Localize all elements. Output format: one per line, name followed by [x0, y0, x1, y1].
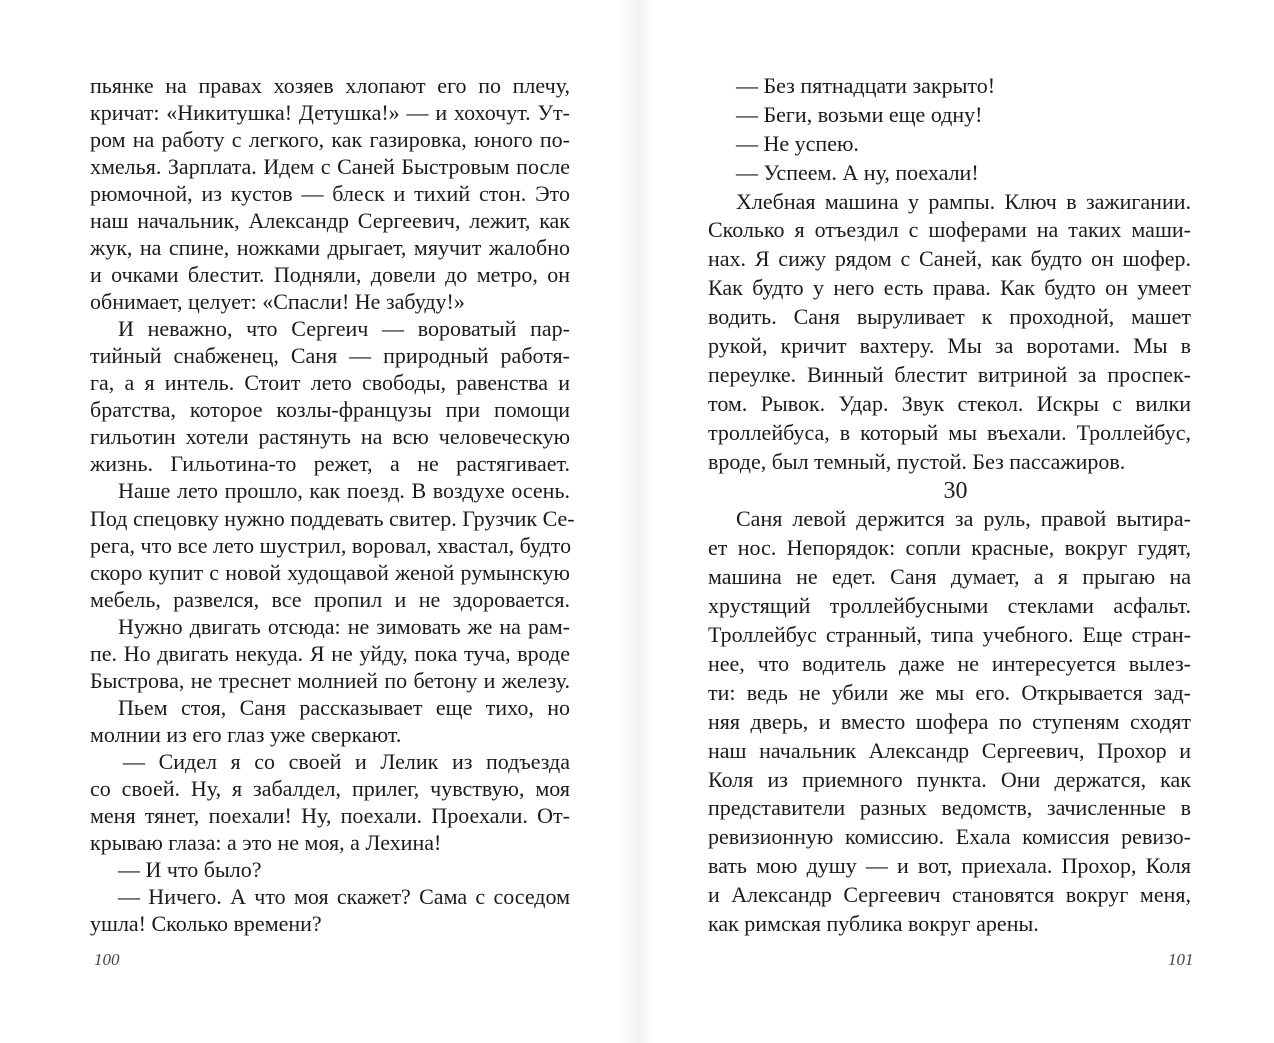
text-line: Коля из приемного пункта. Они держатся, как [708, 766, 1191, 792]
text-line: Быстрова, не треснет молнией по бетону и железу. [90, 667, 570, 693]
text-line: наш начальник Александр Сергеевич, Прохор и [708, 737, 1191, 763]
text-line: скоро купит с новой худощавой женой румынскую [90, 559, 570, 585]
text-line: кричат: «Никитушка! Детушка!» — и хохочут. Ут- [90, 100, 570, 126]
text-line: и очками блестит. Подняли, довели до метро, он [90, 262, 570, 288]
text-line: представители разных ведомств, зачисленные в [708, 795, 1191, 821]
page-number: 100 [94, 950, 120, 969]
text-line: водить. Саня выруливает к проходной, машет [708, 304, 1191, 330]
text-line: крываю глаза: а это не моя, а Лехина! [90, 829, 442, 855]
text-line: няя дверь, и вместо шофера по ступеням сходят [708, 708, 1191, 734]
text-line: Хлебная машина у рампы. Ключ в зажигании. [736, 188, 1191, 214]
text-line: рега, что все лето шустрил, воровал, хвастал, будто [90, 532, 572, 558]
text-line: нее, что водитель даже не интересуется вылез- [708, 650, 1191, 676]
text-line: братства, которое козлы-французы при помощи [90, 397, 570, 423]
text-line: ет нос. Непорядок: сопли красные, вокруг гудят, [708, 535, 1191, 561]
text-line: Как будто у него есть права. Как будто он умеет [708, 275, 1191, 301]
text-line: переулке. Винный блестит витриной за проспек- [708, 361, 1191, 387]
chapter-number: 30 [943, 477, 968, 504]
text-line: Саня левой держится за руль, правой вытира- [736, 506, 1191, 532]
text-line: обнимает, целует: «Спасли! Не забуду!» [90, 289, 465, 315]
text-line: Наше лето прошло, как поезд. В воздухе осень. [118, 478, 570, 504]
text-line: вать мою душу — и вот, приехала. Прохор, Коля [708, 853, 1191, 879]
text-line: ти: ведь не убили же мы его. Открывается зад- [708, 679, 1191, 705]
text-line: — Успеем. А ну, поехали! [736, 159, 979, 185]
text-line: Пьем стоя, Саня рассказывает еще тихо, но [118, 694, 570, 720]
text-line: вроде, был темный, пустой. Без пассажиров. [708, 448, 1126, 474]
text-line: ревизионную комиссию. Ехала комиссия ревизо- [708, 824, 1191, 850]
text-line: мебель, развелся, все пропил и не здоровается. [90, 586, 570, 612]
text-line: как римская публика вокруг арены. [708, 911, 1039, 936]
text-line: И неважно, что Сергеич — вороватый пар- [118, 316, 570, 342]
text-line: машина не едет. Саня думает, а я прыгаю на [708, 564, 1191, 590]
text-line: пе. Но двигать некуда. Я не уйду, пока туча, вроде [90, 640, 570, 666]
text-line: и Александр Сергеевич становятся вокруг меня, [708, 882, 1191, 908]
text-line: том. Рывок. Удар. Звук стекол. Искры с вилки [708, 390, 1191, 416]
text-line: со своей. Ну, я забалдел, прилег, чувствую, моя [90, 775, 570, 801]
text-line: рукой, кричит вахтеру. Мы за воротами. Мы в [708, 333, 1191, 359]
text-line: — И что было? [118, 856, 262, 882]
text-line: хмелья. Зарплата. Идем с Саней Быстровым после [90, 154, 570, 180]
text-line: рюмочной, из кустов — блеск и тихий стон. Это [90, 181, 570, 207]
text-line: Под спецовку нужно поддевать свитер. Грузчик Се- [90, 505, 575, 531]
text-line: — Не успею. [736, 130, 859, 156]
text-line: га, а я интель. Стоит лето свободы, равенства и [90, 370, 570, 396]
text-line: Троллейбус странный, типа учебного. Еще стран- [708, 622, 1191, 648]
text-line: наш начальник, Александр Сергеевич, лежит, как [90, 208, 570, 234]
text-line: нах. Я сижу рядом с Саней, как будто он шофер. [708, 246, 1191, 272]
text-line: Сколько я отъездил с шоферами на таких маши- [708, 217, 1191, 243]
text-line: хрустящий троллейбусными стеклами асфальт. [708, 593, 1191, 619]
text-line: троллейбуса, в который мы въехали. Троллейбус, [708, 419, 1191, 445]
right-page [637, 0, 1274, 1043]
text-line: — Без пятнадцати закрыто! [736, 73, 996, 98]
text-line: жизнь. Гильотина-то режет, а не растягивает. [90, 451, 570, 477]
text-line: молнии из его глаз уже сверкают. [90, 721, 402, 747]
text-line: Нужно двигать отсюда: не зимовать же на рам- [118, 613, 570, 639]
text-line: — Беги, возьми еще одну! [736, 101, 983, 127]
text-line: гильотин хотели растянуть на всю человеческую [90, 424, 570, 450]
text-line: — Ничего. А что моя скажет? Сама с соседом [118, 883, 570, 909]
text-line: — Сидел я со своей и Лелик из подъезда [123, 748, 570, 774]
page-number: 101 [1168, 950, 1194, 969]
text-line: тийный снабженец, Саня — природный работя- [90, 343, 570, 369]
text-line: ушла! Сколько времени? [90, 911, 322, 936]
text-line: меня тянет, поехали! Ну, поехали. Проехали. От- [90, 802, 570, 828]
text-line: ром на работу с легкого, как газировка, юного по- [90, 127, 570, 153]
text-line: жук, на спине, ножками дрыгает, мяучит жалобно [90, 235, 570, 261]
text-line: пьянке на правах хозяев хлопают его по плечу, [90, 73, 570, 98]
